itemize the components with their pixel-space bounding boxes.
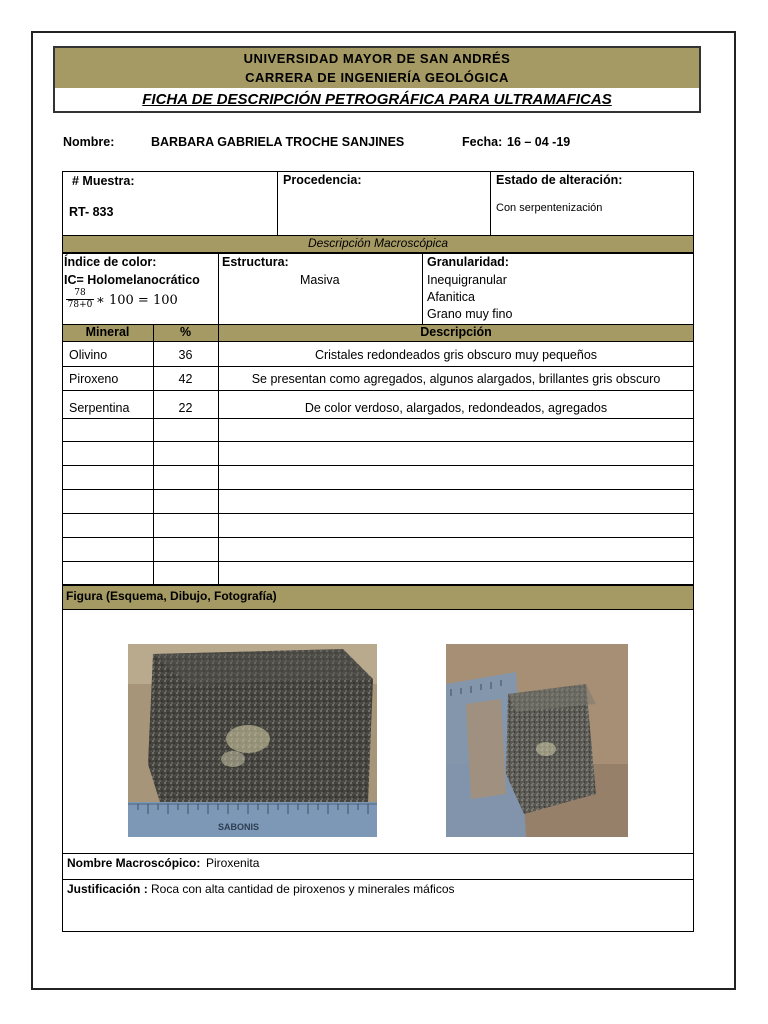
divider xyxy=(490,171,491,236)
macro-section-title: Descripción Macroscópica xyxy=(307,236,449,250)
table-cell-mineral: Piroxeno xyxy=(69,372,119,386)
divider xyxy=(422,253,423,325)
table-cell-percent: 42 xyxy=(178,372,193,386)
university-name: UNIVERSIDAD MAYOR DE SAN ANDRÉS xyxy=(53,46,701,67)
origin-label: Procedencia: xyxy=(283,173,362,187)
table-cell-mineral: Olivino xyxy=(69,348,108,362)
row-line xyxy=(62,465,694,466)
row-line xyxy=(62,366,694,367)
sample-label: # Muestra: xyxy=(72,174,135,188)
granularity-value: Grano muy fino xyxy=(427,307,513,321)
document-title: FICHA DE DESCRIPCIÓN PETROGRÁFICA PARA ULTRAMAFICAS xyxy=(53,88,701,113)
rock-photo-1 xyxy=(128,644,377,837)
career-name: CARRERA DE INGENIERÍA GEOLÓGICA xyxy=(53,67,701,88)
macro-name-label: Nombre Macroscópico: xyxy=(67,856,201,870)
structure-value: Masiva xyxy=(300,273,340,287)
justification-value: Roca con alta cantidad de piroxenos y minerales máficos xyxy=(151,882,455,896)
macro-details-box xyxy=(62,253,694,325)
date-value: 16 – 04 -19 xyxy=(507,135,571,149)
rock-photo-2 xyxy=(446,644,628,837)
granularity-label: Granularidad: xyxy=(427,255,509,269)
color-index-value: IC= Holomelanocrático xyxy=(64,273,200,287)
color-index-label: Índice de color: xyxy=(64,255,157,269)
figure-section-title: Figura (Esquema, Dibujo, Fotografía) xyxy=(66,589,277,603)
table-cell-description: Se presentan como agregados, algunos alargados, brillantes gris obscuro xyxy=(251,372,661,386)
rock-photo-2-image xyxy=(446,644,628,837)
table-cell-description: Cristales redondeados gris obscuro muy pequeños xyxy=(314,348,598,362)
alteration-label: Estado de alteración: xyxy=(496,173,623,187)
formula-fraction xyxy=(66,288,94,310)
name-label: Nombre: xyxy=(63,135,115,149)
formula-numerator: 78 xyxy=(74,288,86,298)
rock-photo-1-image xyxy=(128,644,377,837)
sample-value: RT- 833 xyxy=(69,205,114,219)
divider xyxy=(218,253,219,325)
alteration-value: Con serpentenización xyxy=(496,202,603,214)
structure-label: Estructura: xyxy=(222,255,289,269)
justification-label: Justificación : xyxy=(67,882,148,896)
table-cell-mineral: Serpentina xyxy=(69,401,130,415)
row-line xyxy=(62,489,694,490)
divider xyxy=(277,171,278,236)
row-line xyxy=(62,561,694,562)
col-percent: % xyxy=(179,325,192,339)
date-label: Fecha: xyxy=(462,135,503,149)
col-mineral: Mineral xyxy=(85,325,130,339)
row-line xyxy=(62,441,694,442)
row-line xyxy=(62,537,694,538)
macro-name-value: Piroxenita xyxy=(206,856,260,870)
table-cell-percent: 36 xyxy=(178,348,193,362)
name-value: BARBARA GABRIELA TROCHE SANJINES xyxy=(151,135,405,149)
row-line xyxy=(62,390,694,391)
table-cell-description: De color verdoso, alargados, redondeados, agregados xyxy=(304,401,608,415)
granularity-value: Inequigranular xyxy=(427,273,507,287)
formula-result: ∗ 100 = 100 xyxy=(96,293,178,308)
row-line xyxy=(62,513,694,514)
col-description: Descripción xyxy=(420,325,492,339)
granularity-value: Afanitica xyxy=(427,290,475,304)
table-cell-percent: 22 xyxy=(178,401,193,415)
row-line xyxy=(62,418,694,419)
formula-denominator: 78+0 xyxy=(67,300,93,310)
ruler-brand: SABONIS xyxy=(218,822,260,832)
